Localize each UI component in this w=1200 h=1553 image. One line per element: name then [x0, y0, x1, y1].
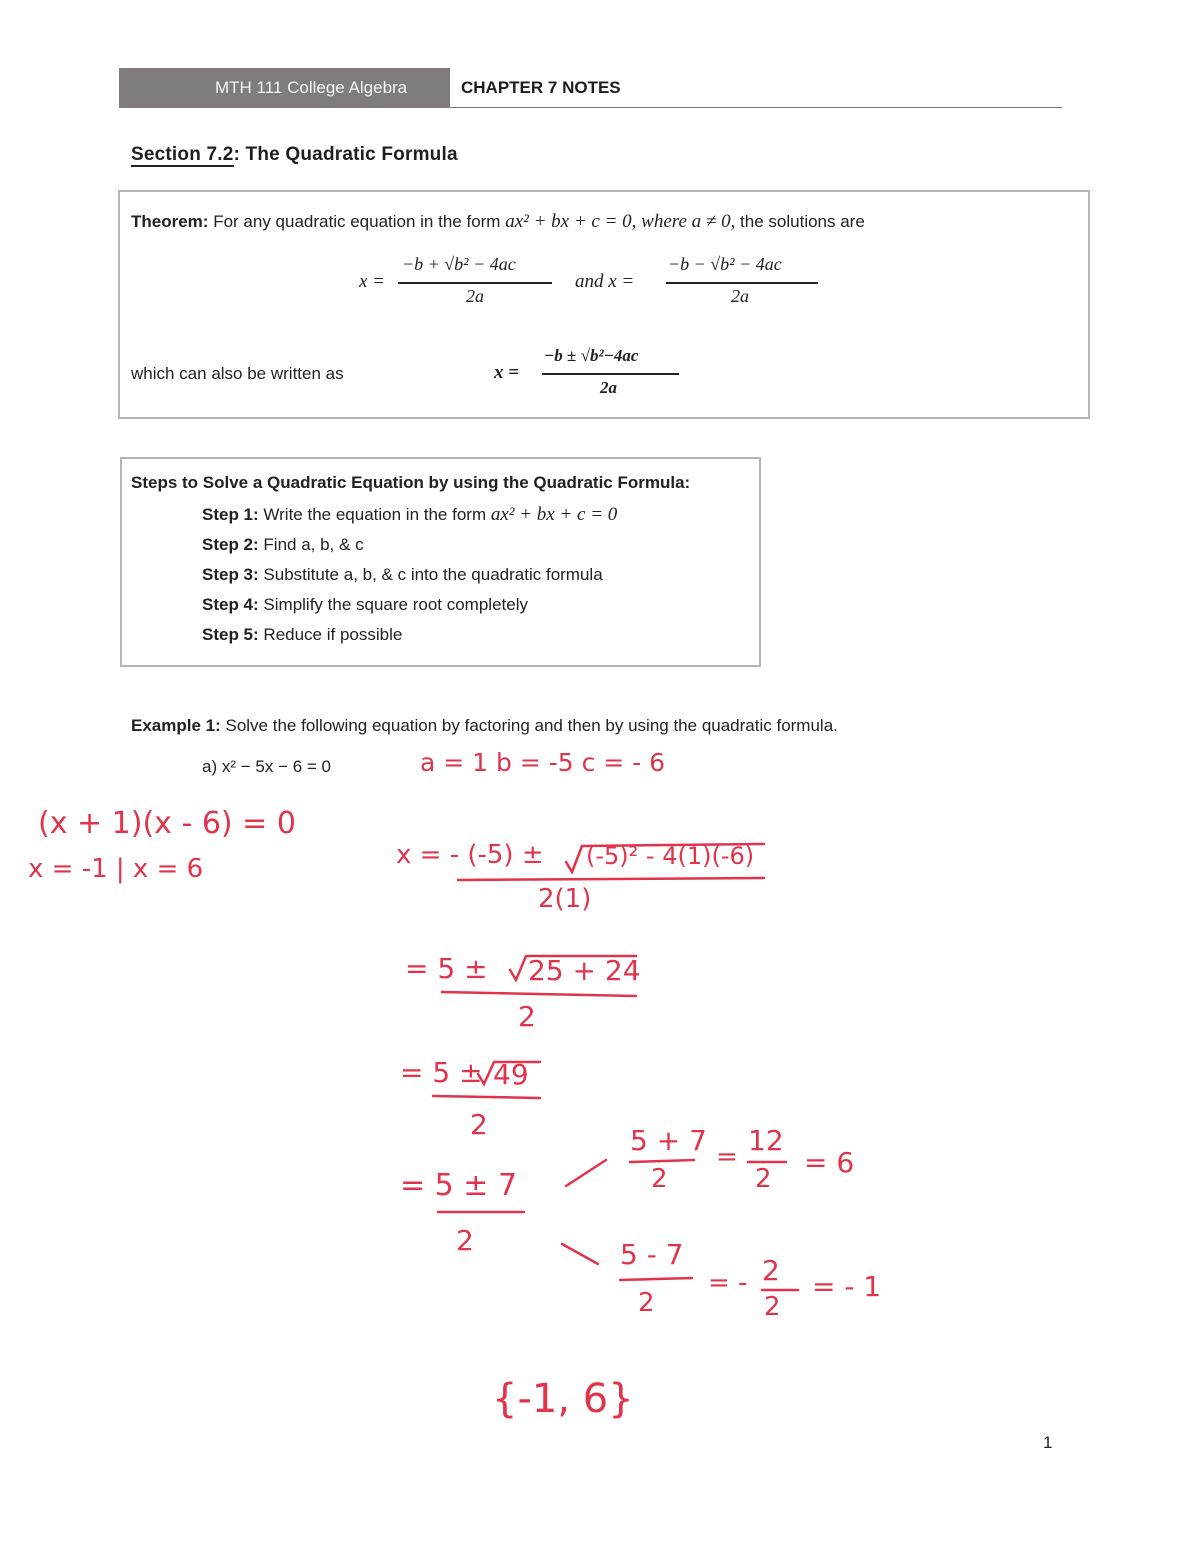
hand-step1-denominator: 2 [518, 1000, 536, 1033]
hand-step2-radical [478, 1062, 540, 1084]
hand-step3-denominator: 2 [456, 1224, 474, 1257]
formula-plus-denominator: 2a [466, 286, 484, 306]
formula-minus-lhs: and x = [575, 271, 635, 292]
hand-plus-fraction-bar [630, 1160, 694, 1162]
step-text: Simplify the square root completely [258, 595, 528, 614]
hand-coefficients: a = 1 b = -5 c = - 6 [420, 748, 666, 777]
step-label: Step 2: [202, 535, 259, 554]
hand-sub-lhs: x = - (-5) ± [396, 840, 544, 870]
hand-plus-equals: = [716, 1142, 738, 1172]
step-label: Step 1: [202, 505, 259, 524]
example-label: Example 1: [131, 716, 221, 735]
hand-plus-denominator: 2 [651, 1164, 668, 1194]
hand-minus-den2: 2 [764, 1292, 781, 1322]
example-part-a: a) x² − 5x − 6 = 0 [202, 757, 331, 776]
hand-step1-fraction-bar [442, 992, 636, 996]
formula-plus-numerator: −b + √b² − 4ac [402, 254, 516, 274]
hand-branch-up [566, 1160, 606, 1186]
hand-sub-radicand: (-5)² - 4(1)(-6) [586, 842, 755, 870]
section-name: : The Quadratic Formula [233, 144, 458, 165]
example-text: Solve the following equation by factoring and then by using the quadratic formula. [220, 716, 838, 735]
hand-step2-lhs: = 5 ± [400, 1056, 483, 1089]
also-written-text: which can also be written as [131, 364, 344, 383]
hand-step3-numerator: = 5 ± 7 [400, 1168, 518, 1203]
hand-plus-numerator: 5 + 7 [630, 1124, 707, 1157]
hand-step1-radicand: 25 + 24 [528, 954, 641, 987]
hand-sub-fraction-bar [458, 878, 764, 880]
theorem-text-end: the solutions are [735, 212, 865, 231]
step-text: Substitute a, b, & c into the quadratic formula [258, 565, 603, 584]
hand-step2-denominator: 2 [470, 1108, 488, 1141]
page-number: 1 [1043, 1433, 1053, 1452]
hand-sub-denominator: 2(1) [538, 884, 592, 914]
hand-minus-denominator: 2 [638, 1288, 655, 1318]
step-text: Find a, b, & c [258, 535, 364, 554]
hand-step1-radical [510, 956, 636, 980]
hand-solution-set: {-1, 6} [492, 1376, 634, 1422]
course-header: MTH 111 College Algebra [119, 68, 450, 108]
hand-minus-fraction-bar [620, 1278, 692, 1280]
hand-plus-result: = 6 [804, 1146, 855, 1179]
step-label: Step 3: [202, 565, 259, 584]
theorem-equation: ax² + bx + c = 0, where a ≠ 0, [505, 211, 736, 232]
step-label: Step 5: [202, 625, 259, 644]
hand-step2-radicand: 49 [493, 1058, 529, 1091]
hand-minus-result: = - 1 [812, 1270, 882, 1303]
step-math: ax² + bx + c = 0 [490, 504, 618, 525]
hand-factored: (x + 1)(x - 6) = 0 [38, 806, 296, 841]
hand-step2-fraction-bar [433, 1096, 540, 1098]
hand-plus-den2: 2 [755, 1164, 772, 1194]
hand-sub-radical [566, 844, 764, 872]
section-number: Section 7.2 [131, 144, 234, 165]
hand-plus-num2: 12 [748, 1124, 784, 1157]
hand-minus-equals: = - [708, 1268, 748, 1298]
formula-minus-denominator: 2a [731, 286, 749, 306]
step-text: Write the equation in the form [258, 505, 491, 524]
hand-minus-numerator: 5 - 7 [620, 1238, 684, 1271]
hand-branch-down [562, 1244, 598, 1264]
combined-numerator: −b ± √b²−4ac [544, 346, 639, 365]
hand-minus-num2: 2 [762, 1254, 780, 1287]
step-text: Reduce if possible [258, 625, 403, 644]
steps-title: Steps to Solve a Quadratic Equation by using the Quadratic Formula: [131, 473, 691, 492]
theorem-label: Theorem: [131, 212, 209, 231]
formula-minus-numerator: −b − √b² − 4ac [668, 254, 782, 274]
theorem-text: For any quadratic equation in the form [208, 212, 506, 231]
hand-step1-lhs: = 5 ± [405, 952, 488, 985]
combined-denominator: 2a [600, 378, 617, 397]
combined-lhs: x = [494, 362, 520, 383]
hand-roots: x = -1 | x = 6 [28, 854, 204, 884]
step-label: Step 4: [202, 595, 259, 614]
formula-plus-lhs: x = [359, 271, 386, 292]
chapter-title: CHAPTER 7 NOTES [461, 78, 621, 97]
